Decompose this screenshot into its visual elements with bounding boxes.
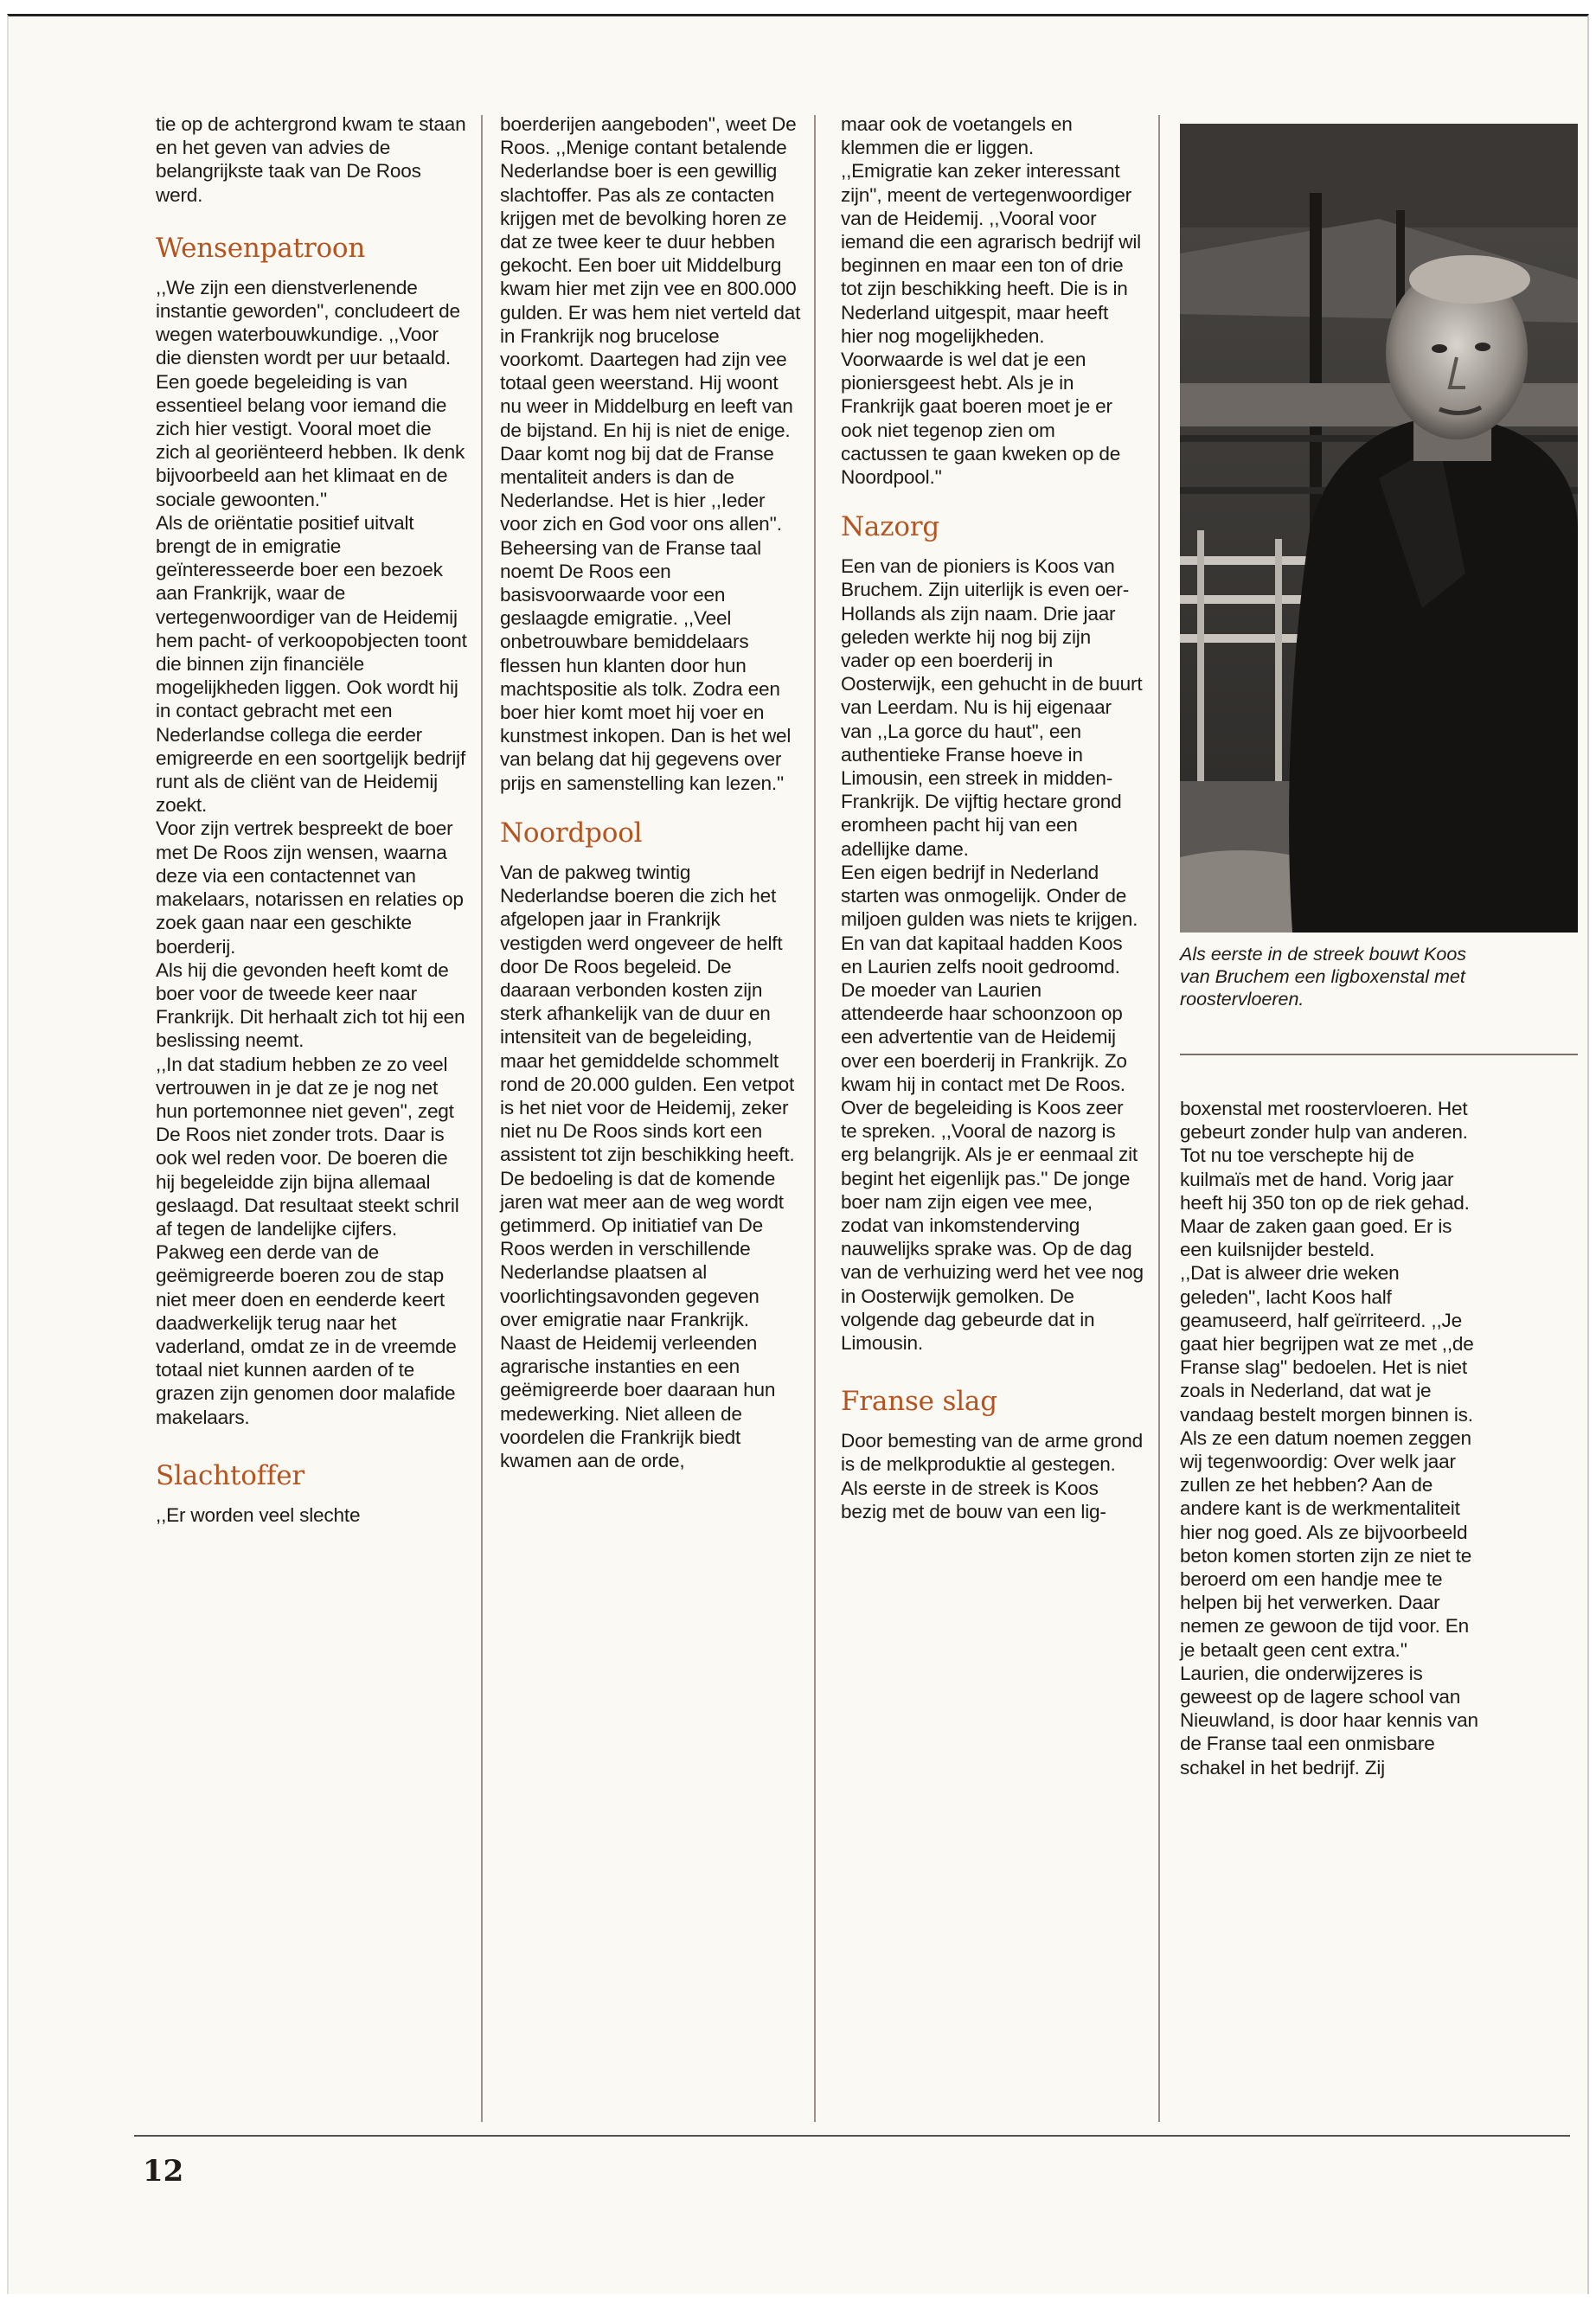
paragraph: boerderijen aangeboden'', weet De Roos. ,,Menige contant betalende Nederlandse boer is een gewillig slachtoffer. Pas als ze contacten krijgen met de bevolking horen ze dat ze twee keer te duur hebben gekocht. Een boer uit Middelburg kwam hier met zijn vee en 800.000 gulden. Er was hem niet verteld dat in Frankrijk nog brucelose voorkomt. Daartegen had zijn vee totaal geen weerstand. Hij woont nu weer in Middelburg en leeft van de bijstand. En hij is niet de enige. Daar komt nog bij dat de Franse mentaliteit anders is dan de Nederlandse. Het is hier ,,Ieder voor zich en God voor ons allen''. bbox=[500, 113, 801, 535]
subheading-noordpool: Noordpool bbox=[500, 817, 643, 849]
paragraph: ,,Er worden veel slechte bbox=[156, 1503, 361, 1526]
paragraph: De bedoeling is dat de komende jaren wat meer aan de weg wordt getimmerd. Op initiatief van De Roos werden in verschillende Nederlandse plaatsen al voorlichtingsavonden gegeven over emigratie naar Frankrijk. Naast de Heidemij verleenden agrarische instanties en een geëmigreerde boer daaraan hun medewerking. Niet alleen de voordelen die Frankrijk biedt kwamen aan de orde, bbox=[500, 1167, 784, 1471]
paragraph: Van de pakweg twintig Nederlandse boeren die zich het afgelopen jaar in Frankrijk vestigden werd ongeveer de helft door De Roos begeleid. De daaraan verbonden kosten zijn sterk afhankelijk van de duur en intensiteit van de begeleiding, maar het gemiddelde schommelt rond de 20.000 gulden. Een vetpot is het niet voor de Heidemij, zeker niet nu De Roos sinds kort een assistent tot zijn beschikking heeft. bbox=[500, 861, 795, 1166]
paragraph: Een eigen bedrijf in Nederland starten was onmogelijk. Onder de miljoen gulden was niets te krijgen. En van dat kapitaal hadden Koos en Laurien zelfs nooit gedroomd. De moeder van Laurien attendeerde haar schoonzoon op een advertentie van de Heidemij over een boerderij in Frankrijk. Zo kwam hij in contact met De Roos. bbox=[841, 861, 1138, 1095]
article-column-3 bbox=[841, 112, 1144, 1523]
column-divider bbox=[1158, 115, 1160, 2122]
paragraph: Voor zijn vertrek bespreekt de boer met De Roos zijn wensen, waarna deze via een contactennet van makelaars, notarissen en relaties op zoek gaan naar een geschikte boerderij. bbox=[156, 817, 464, 958]
paragraph: Over de begeleiding is Koos zeer te spreken. ,,Vooral de nazorg is erg belangrijk. Als je er eenmaal zit begint het eigenlijk pas.'' De jonge boer nam zijn eigen vee mee, zodat van inkomstenderving nauwelijks sprake was. Op de dag van de verhuizing werd het vee nog in Oosterwijk gemolken. De volgende dag gebeurde dat in Limousin. bbox=[841, 1096, 1144, 1354]
article-column-2 bbox=[500, 112, 801, 1472]
article-photo bbox=[1180, 124, 1578, 933]
article-column-1 bbox=[156, 112, 467, 1527]
article-column-4 bbox=[1180, 1097, 1483, 1779]
photo-caption: Als eerste in de streek bouwt Koos van Bruchem een ligboxenstal met roostervloeren. bbox=[1180, 944, 1467, 1009]
subheading-nazorg: Nazorg bbox=[841, 511, 940, 543]
paragraph: ,,In dat stadium hebben ze zo veel vertrouwen in je dat ze je nog net hun portemonnee niet geven'', zegt De Roos niet zonder trots. Daar is ook wel reden voor. De boeren die hij begeleidde zijn bijna allemaal geslaagd. Dat resultaat steekt schril af tegen de landelijke cijfers. Pakweg een derde van de geëmigreerde boeren zou de stap niet meer doen en eenderde keert daadwerkelijk terug naar het vaderland, omdat ze in de vreemde totaal niet kunnen aarden of te grazen zijn genomen door malafide makelaars. bbox=[156, 1053, 459, 1428]
paragraph: Beheersing van de Franse taal noemt De Roos een basisvoorwaarde voor een geslaagde emigratie. ,,Veel onbetrouwbare bemiddelaars flessen hun klanten door hun machtspositie als tolk. Zodra een boer hier komt moet hij voer en kunstmest inkopen. Dan is het wel van belang dat hij gegevens over prijs en samenstelling kan lezen.'' bbox=[500, 536, 792, 794]
paragraph: Als de oriëntatie positief uitvalt brengt de in emigratie geïnteresseerde boer een bezoek aan Frankrijk, waar de vertegenwoordiger van de Heidemij hem pacht- of verkoopobjecten toont die binnen zijn financiële mogelijkheden liggen. Ook wordt hij in contact gebracht met een Nederlandse collega die eerder emigreerde en een soortgelijk bedrijf runt als de cliënt van de Heidemij zoekt. bbox=[156, 511, 467, 817]
subheading-slachtoffer: Slachtoffer bbox=[156, 1459, 304, 1491]
paragraph: Een van de pioniers is Koos van Bruchem. Zijn uiterlijk is even oer-Hollands als zijn naam. Drie jaar geleden werkte hij nog bij zijn vader op een boerderij in Oosterwijk, een gehucht in de buurt van Leerdam. Nu is hij eigenaar van ,,La gorce du haut'', een authentieke Franse hoeve in Limousin, een streek in midden-Frankrijk. De vijftig hectare grond eromheen pacht hij van een adellijke dame. bbox=[841, 555, 1143, 860]
subheading-wensenpatroon: Wensenpatroon bbox=[156, 232, 366, 264]
footer-rule bbox=[134, 2135, 1570, 2137]
paragraph: Als hij die gevonden heeft komt de boer voor de tweede keer naar Frankrijk. Dit herhaalt zich tot hij een beslissing neemt. bbox=[156, 958, 465, 1052]
paragraph: ,,Dat is alweer drie weken geleden'', lacht Koos half geamuseerd, half geïrriteerd. ,,Je gaat hier begrijpen wat ze met ,,de Franse slag'' bedoelen. Het is niet zoals in Nederland, dat wat je vandaag bestelt morgen binnen is. Als ze een datum noemen zeggen wij tegenwoordig: Over welk jaar zullen ze het hebben? Aan de andere kant is de werkmentaliteit hier nog goed. Als ze bijvoorbeeld beton komen storten zijn ze niet te beroerd om een handje mee te helpen bij het verwerken. Daar nemen ze gewoon de tijd voor. En je betaalt geen cent extra.'' bbox=[1180, 1262, 1474, 1661]
paragraph: maar ook de voetangels en klemmen die er liggen. bbox=[841, 113, 1073, 159]
paragraph: boxenstal met roostervloeren. Het gebeurt zonder hulp van anderen. Tot nu toe verschepte hij de kuilmaïs met de hand. Vorig jaar heeft hij 350 ton op de riek gehad. Maar de zaken gaan goed. Er is een kuilsnijder besteld. bbox=[1180, 1098, 1470, 1261]
column-divider bbox=[814, 115, 816, 2122]
paragraph: tie op de achtergrond kwam te staan en het geven van advies de belangrijkste taak van De Roos werd. bbox=[156, 113, 466, 206]
paragraph: ,,Emigratie kan zeker interessant zijn'', meent de vertegenwoordiger van de Heidemij. ,,Vooral voor iemand die een agrarisch bedrijf wil beginnen en maar een ton of drie tot zijn beschikking heeft. Die is in Nederland uitgespit, maar heeft hier nog mogelijkheden. Voorwaarde is wel dat je een pioniersgeest hebt. Als je in Frankrijk gaat boeren moet je er ook niet tegenop zien om cactussen te gaan kweken op de Noordpool.'' bbox=[841, 160, 1141, 489]
column-divider bbox=[481, 115, 483, 2122]
portrait-photo bbox=[1180, 124, 1578, 933]
page-number: 12 bbox=[143, 2154, 184, 2189]
subheading-franse-slag: Franse slag bbox=[841, 1386, 997, 1418]
paragraph: Door bemesting van de arme grond is de melkproduktie al gestegen. Als eerste in de streek is Koos bezig met de bouw van een lig- bbox=[841, 1430, 1144, 1522]
paragraph: ,,We zijn een dienstverlenende instantie geworden'', concludeert de wegen waterbouwkundige. ,,Voor die diensten wordt per uur betaald. Een goede begeleiding is van essentieel belang voor iemand die zich hier vestigt. Vooral moet die zich al georiënteerd hebben. Ik denk bijvoorbeeld aan het klimaat en de sociale gewoonten.'' bbox=[156, 276, 465, 510]
paragraph: Laurien, die onderwijzeres is geweest op de lagere school van Nieuwland, is door haar kennis van de Franse taal een onmisbare schakel in het bedrijf. Zij bbox=[1180, 1662, 1478, 1779]
caption-divider bbox=[1180, 1054, 1578, 1055]
